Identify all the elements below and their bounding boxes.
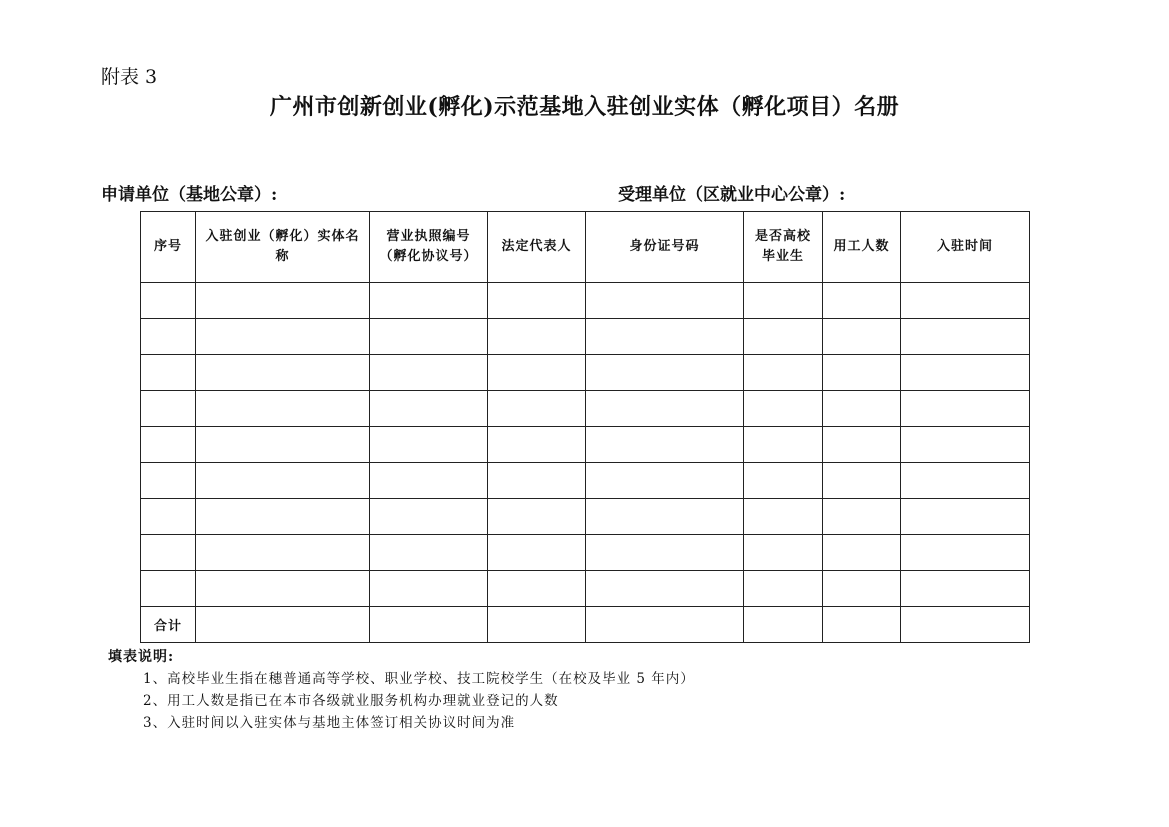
header-employee-count: 用工人数 <box>823 212 901 283</box>
header-id-number: 身份证号码 <box>586 212 744 283</box>
table-row <box>141 355 1030 391</box>
table-cell[interactable] <box>901 391 1030 427</box>
table-cell[interactable] <box>823 391 901 427</box>
roster-table <box>140 211 1030 643</box>
table-cell[interactable] <box>744 463 823 499</box>
table-cell[interactable] <box>586 571 744 607</box>
table-row <box>141 319 1030 355</box>
total-label: 合计 <box>141 607 196 643</box>
table-row <box>141 391 1030 427</box>
header-entry-date: 入驻时间 <box>901 212 1030 283</box>
table-cell[interactable] <box>196 427 370 463</box>
table-cell[interactable] <box>370 463 488 499</box>
table-row <box>141 571 1030 607</box>
table-cell[interactable] <box>823 607 901 643</box>
header-license-number: 营业执照编号（孵化协议号） <box>370 212 488 283</box>
table-cell[interactable] <box>370 427 488 463</box>
table-cell[interactable] <box>488 391 586 427</box>
table-cell[interactable] <box>901 535 1030 571</box>
table-cell[interactable] <box>488 427 586 463</box>
table-cell[interactable] <box>823 571 901 607</box>
table-cell[interactable] <box>196 355 370 391</box>
table-cell[interactable] <box>141 427 196 463</box>
table-cell[interactable] <box>901 499 1030 535</box>
table-cell[interactable] <box>586 463 744 499</box>
table-cell[interactable] <box>141 571 196 607</box>
table-cell[interactable] <box>744 571 823 607</box>
table-cell[interactable] <box>141 499 196 535</box>
table-cell[interactable] <box>141 319 196 355</box>
table-cell[interactable] <box>370 499 488 535</box>
table-cell[interactable] <box>823 283 901 319</box>
table-cell[interactable] <box>141 283 196 319</box>
table-cell[interactable] <box>488 463 586 499</box>
table-cell[interactable] <box>488 283 586 319</box>
table-cell[interactable] <box>196 283 370 319</box>
table-cell[interactable] <box>488 607 586 643</box>
table-cell[interactable] <box>488 499 586 535</box>
table-cell[interactable] <box>586 607 744 643</box>
total-row <box>141 607 1030 643</box>
table-cell[interactable] <box>901 571 1030 607</box>
table-cell[interactable] <box>586 427 744 463</box>
table-cell[interactable] <box>196 535 370 571</box>
table-cell[interactable] <box>744 283 823 319</box>
table-cell[interactable] <box>823 427 901 463</box>
table-cell[interactable] <box>901 319 1030 355</box>
table-cell[interactable] <box>196 499 370 535</box>
table-cell[interactable] <box>370 283 488 319</box>
header-legal-representative: 法定代表人 <box>488 212 586 283</box>
table-row <box>141 283 1030 319</box>
table-cell[interactable] <box>370 355 488 391</box>
table-cell[interactable] <box>488 319 586 355</box>
table-cell[interactable] <box>744 607 823 643</box>
table-cell[interactable] <box>141 463 196 499</box>
table-cell[interactable] <box>488 355 586 391</box>
table-cell[interactable] <box>586 535 744 571</box>
table-cell[interactable] <box>196 319 370 355</box>
table-cell[interactable] <box>196 607 370 643</box>
header-serial: 序号 <box>141 212 196 283</box>
table-cell[interactable] <box>586 319 744 355</box>
table-cell[interactable] <box>196 391 370 427</box>
table-cell[interactable] <box>901 463 1030 499</box>
header-entity-name: 入驻创业（孵化）实体名称 <box>196 212 370 283</box>
table-row <box>141 499 1030 535</box>
table-cell[interactable] <box>586 283 744 319</box>
table-cell[interactable] <box>823 355 901 391</box>
table-cell[interactable] <box>488 535 586 571</box>
header-is-graduate: 是否高校毕业生 <box>744 212 823 283</box>
appendix-label: 附表 3 <box>101 66 158 88</box>
table-body <box>141 283 1030 643</box>
table-cell[interactable] <box>586 499 744 535</box>
table-cell[interactable] <box>823 319 901 355</box>
table-cell[interactable] <box>823 463 901 499</box>
notes-title: 填表说明: <box>108 649 175 665</box>
table-cell[interactable] <box>586 391 744 427</box>
table-cell[interactable] <box>370 319 488 355</box>
table-cell[interactable] <box>141 535 196 571</box>
table-cell[interactable] <box>823 499 901 535</box>
table-cell[interactable] <box>901 427 1030 463</box>
table-cell[interactable] <box>141 391 196 427</box>
table-cell[interactable] <box>901 355 1030 391</box>
note-item: 2、用工人数是指已在本市各级就业服务机构办理就业登记的人数 <box>143 693 559 709</box>
table-row <box>141 427 1030 463</box>
table-cell[interactable] <box>370 571 488 607</box>
table-cell[interactable] <box>488 571 586 607</box>
table-cell[interactable] <box>823 535 901 571</box>
table-cell[interactable] <box>586 355 744 391</box>
page-title: 广州市创新创业(孵化)示范基地入驻创业实体（孵化项目）名册 <box>269 94 900 120</box>
table-cell[interactable] <box>901 607 1030 643</box>
note-item: 1、高校毕业生指在穗普通高等学校、职业学校、技工院校学生（在校及毕业 5 年内） <box>143 671 695 687</box>
applicant-label: 申请单位（基地公章）: <box>101 185 278 205</box>
table-cell[interactable] <box>744 535 823 571</box>
table-cell[interactable] <box>141 355 196 391</box>
note-item: 3、入驻时间以入驻实体与基地主体签订相关协议时间为准 <box>143 715 516 731</box>
table-cell[interactable] <box>744 319 823 355</box>
table-cell[interactable] <box>744 355 823 391</box>
table-cell[interactable] <box>196 571 370 607</box>
table-cell[interactable] <box>901 283 1030 319</box>
table-row <box>141 463 1030 499</box>
table-cell[interactable] <box>744 391 823 427</box>
table-cell[interactable] <box>370 607 488 643</box>
table-row <box>141 535 1030 571</box>
receiver-label: 受理单位（区就业中心公章）: <box>618 185 846 205</box>
table-cell[interactable] <box>370 391 488 427</box>
table-cell[interactable] <box>744 427 823 463</box>
table-cell[interactable] <box>370 535 488 571</box>
table-cell[interactable] <box>196 463 370 499</box>
table-header-row <box>141 212 1030 283</box>
table-cell[interactable] <box>744 499 823 535</box>
